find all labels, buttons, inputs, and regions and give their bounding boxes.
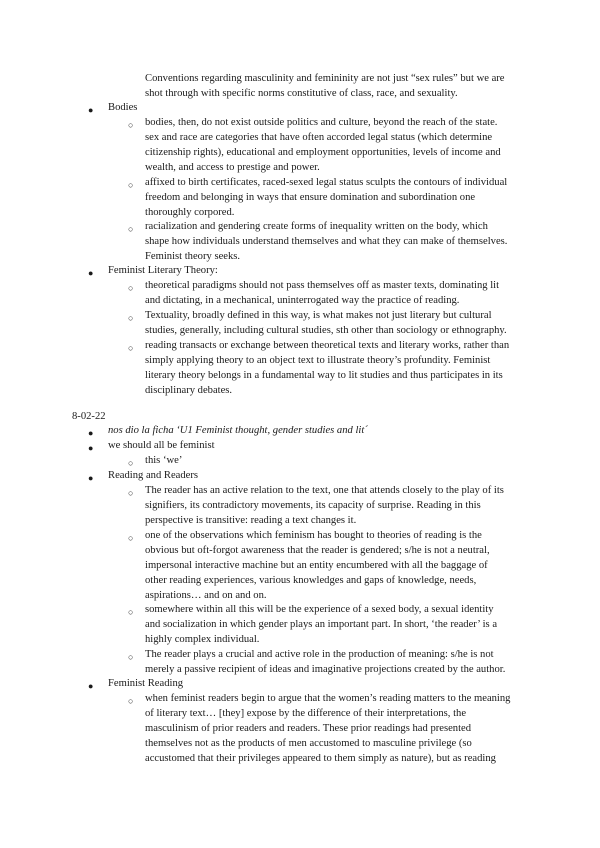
sub-bullet-icon: ○ <box>128 224 134 234</box>
reading-item-line: aspirations… and on and on. <box>145 590 267 601</box>
bodies-item-line: citizenship rights), educational and employment opportunities, levels of income and <box>145 147 501 158</box>
reading-item-line: one of the observations which feminism has bought to theories of reading is the <box>145 530 482 541</box>
reading-item-line: The reader has an active relation to the text, one that attends closely to the play of its <box>145 485 504 496</box>
bodies-item-line: affixed to birth certificates, raced-sexed legal status sculpts the contours of individual <box>145 177 508 188</box>
feminist-reading-item-line: masculinism of prior readers and readers. These prior readings had presented <box>145 723 472 734</box>
reading-item-line: perspective is transitive: reading a text changes it. <box>145 515 357 526</box>
sub-bullet-icon: ○ <box>128 696 134 706</box>
reading-item-line: The reader plays a crucial and active role in the production of meaning: s/he is not <box>145 649 494 660</box>
bodies-item-line: freedom and belonging in ways that ensure domination and subordination one <box>145 192 476 203</box>
bodies-item-line: racialization and gendering create forms of inequality written on the body, which <box>145 221 488 232</box>
intro-line: Conventions regarding masculinity and femininity are not just “sex rules” but we are <box>145 73 505 84</box>
bodies-heading: Bodies <box>108 102 138 113</box>
feminist-reading-item-line: when feminist readers begin to argue that the women’s reading matters to the meaning <box>145 693 511 704</box>
literary-theory-item-line: theoretical paradigms should not pass themselves off as master texts, dominating lit <box>145 280 500 291</box>
bodies-item-line: bodies, then, do not exist outside politics and culture, beyond the reach of the state. <box>145 117 498 128</box>
sub-bullet-icon: ○ <box>128 533 134 543</box>
reading-item-line: somewhere within all this will be the experience of a sexed body, a sexual identity <box>145 604 494 615</box>
sub-bullet-icon: ○ <box>128 343 134 353</box>
bullet-icon: ● <box>88 681 94 691</box>
sub-bullet-icon: ○ <box>128 120 134 130</box>
reading-item-line: signifiers, its contradictory movements, its capacity of surprise. Reading in this <box>145 500 481 511</box>
date-heading: 8-02-22 <box>72 411 106 422</box>
reading-item-line: highly complex individual. <box>145 634 260 645</box>
reading-heading: Reading and Readers <box>108 470 199 481</box>
literary-theory-item-line: literary theory belongs in a fundamental way to lit studies and thus participates in its <box>145 370 503 381</box>
literary-theory-item-line: Textuality, broadly defined in this way, is what makes not just literary but cultural <box>145 310 492 321</box>
sub-bullet-icon: ○ <box>128 652 134 662</box>
bullet-icon: ● <box>88 443 94 453</box>
bodies-item-line: thoroughly corpored. <box>145 207 235 218</box>
session-note: nos dio la ficha ‘U1 Feminist thought, gender studies and lit´ <box>108 425 368 436</box>
sub-bullet-icon: ○ <box>128 180 134 190</box>
bodies-item-line: shape how individuals understand themselves and what they can make of themselves. <box>145 236 508 247</box>
reading-item-line: and socialization in which gender plays an important part. In short, ‘the reader’ is a <box>145 619 498 630</box>
bodies-item-line: Feminist theory seeks. <box>145 251 241 262</box>
sub-bullet-icon: ○ <box>128 313 134 323</box>
reading-item-line: merely a passive recipient of ideas and imaginative projections created by the author. <box>145 664 506 675</box>
literary-theory-item-line: reading transacts or exchange between theoretical texts and literary works, rather than <box>145 340 510 351</box>
bodies-item-line: wealth, and access to prestige and power. <box>145 162 320 173</box>
feminist-reading-heading: Feminist Reading <box>108 678 184 689</box>
bodies-item-line: sex and race are categories that have often accorded legal status (which determine <box>145 132 493 143</box>
feminist-reading-item-line: of literary text… [they] expose by the difference of their interpretations, the <box>145 708 467 719</box>
literary-theory-heading: Feminist Literary Theory: <box>108 265 218 276</box>
bullet-icon: ● <box>88 473 94 483</box>
literary-theory-item-line: and dictating, in a mechanical, uninterrogated way the practice of reading. <box>145 295 460 306</box>
feminist-reading-item-line: themselves not as the products of men accustomed to masculine privilege (so <box>145 738 472 749</box>
we-feminist-heading: we should all be feminist <box>108 440 215 451</box>
literary-theory-item-line: simply applying theory to an object text to illustrate theory’s profundity. Feminist <box>145 355 491 366</box>
we-feminist-sub: this ‘we’ <box>145 455 183 466</box>
literary-theory-item-line: disciplinary debates. <box>145 385 233 396</box>
bullet-icon: ● <box>88 268 94 278</box>
sub-bullet-icon: ○ <box>128 283 134 293</box>
bullet-icon: ● <box>88 105 94 115</box>
sub-bullet-icon: ○ <box>128 488 134 498</box>
sub-bullet-icon: ○ <box>128 458 134 468</box>
literary-theory-item-line: studies, generally, including cultural studies, sth other than sociology or ethnography. <box>145 325 507 336</box>
reading-item-line: obvious but oft-forgot awareness that the reader is gendered; s/he is not a neutral, <box>145 545 490 556</box>
reading-item-line: other reading experiences, various knowledges and gaps of knowledge, needs, <box>145 575 477 586</box>
feminist-reading-item-line: accustomed that their privileges appeared to them simply as nature), but as reading <box>145 753 496 764</box>
reading-item-line: impersonal interactive machine but an entity encumbered with all the baggage of <box>145 560 488 571</box>
intro-line: shot through with specific norms constitutive of class, race, and sexuality. <box>145 88 458 99</box>
sub-bullet-icon: ○ <box>128 607 134 617</box>
bullet-icon: ● <box>88 428 94 438</box>
